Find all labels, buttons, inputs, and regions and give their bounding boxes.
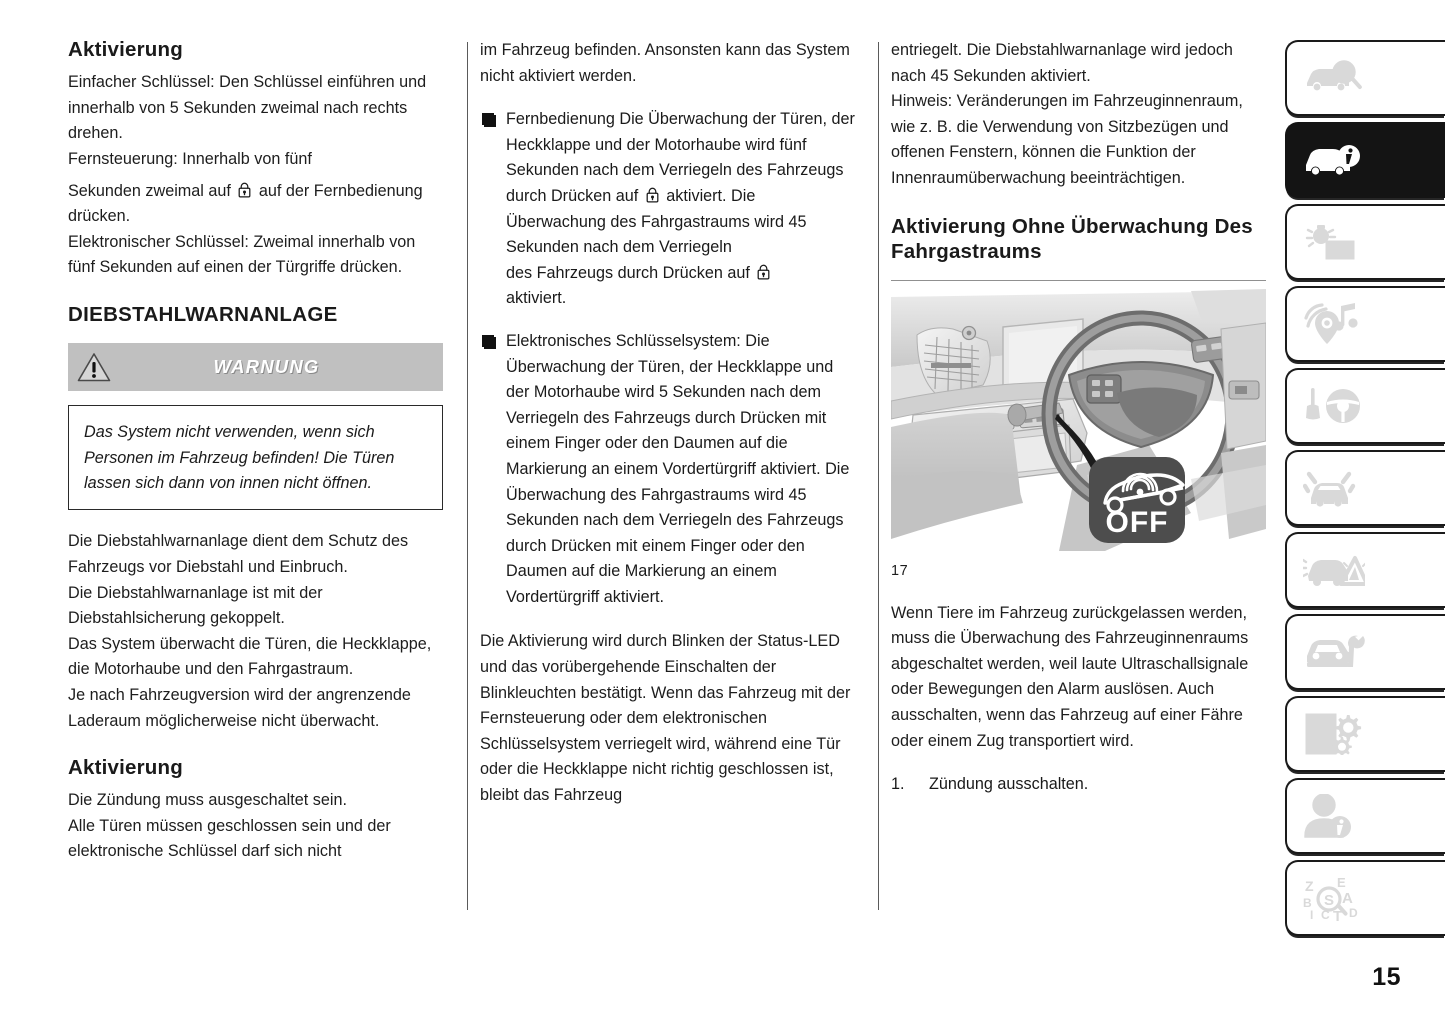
step-item-1 <box>891 772 1266 798</box>
sidebar-tab-car-breakdown-warning[interactable] <box>1285 532 1445 608</box>
svg-text:B: B <box>1303 896 1312 910</box>
paragraph-elektronischer-schluessel: Elektronischer Schlüssel: Zweimal innerhalb von fünf Sekunden auf einen der Türgriffe drücken. <box>68 232 416 277</box>
page-number: 15 <box>1372 963 1401 991</box>
car-info-icon <box>1303 140 1363 180</box>
svg-text:I: I <box>1310 908 1314 921</box>
fernbedienung-text-pre: Sekunden zweimal auf <box>68 181 231 200</box>
warning-text: Das System nicht verwenden, wenn sich Personen im Fahrzeug befinden! Die Türen lassen sich dann von innen nicht öffnen. <box>84 423 395 492</box>
square-bullet-icon <box>482 335 494 347</box>
sidebar-tab-person-info[interactable] <box>1285 778 1445 854</box>
fernbedienung-part-3-pre: des Fahrzeugs durch Drücken auf <box>506 263 750 282</box>
fernbedienung-part-2-pre: durch Drücken auf <box>506 186 639 205</box>
svg-text:Z: Z <box>1305 878 1314 894</box>
spec-list-gears-icon <box>1303 713 1363 755</box>
paragraph-zuendung: Die Zündung muss ausgeschaltet sein. <box>68 791 347 810</box>
svg-text:OFF: OFF <box>1105 505 1169 539</box>
column-2 <box>480 38 855 913</box>
paragraph-fernsteuerung: Fernsteuerung: Innerhalb von fünf <box>68 149 312 168</box>
fernbedienung-text-post: auf der Fernbedienung drücken. <box>68 181 423 226</box>
heading-aktivierung-ohne-ueberwachung: Aktivierung Ohne Überwachung Des Fahrgastraums <box>891 214 1253 263</box>
column-divider-2 <box>878 42 879 910</box>
paragraph-ueberwacht: Das System überwacht die Türen, die Heckklappe, die Motorhaube und den Fahrgastraum. <box>68 634 432 679</box>
steps-list <box>891 772 1266 798</box>
sidebar-tab-car-lane[interactable] <box>1285 450 1445 526</box>
list-item-fernbedienung <box>480 107 855 312</box>
paragraph-bestaetigung: Die Aktivierung wird durch Blinken der Status-LED und das vorübergehende Einschalten der Blinkleuchten bestätigt. Wenn das Fahrzeug mit der Fernsteuerung oder dem elektronischen Schlüsselsystem verriegelt wird, während eine Tür oder die Heckklappe nicht richtig geschlossen ist, bleibt das Fahrzeug <box>480 632 851 805</box>
heading-aktivierung-1: Aktivierung <box>68 38 183 61</box>
heading-aktivierung-2: Aktivierung <box>68 756 183 780</box>
figure-image <box>891 289 1266 551</box>
fernbedienung-part-1: Fernbedienung Die Überwachung der Türen, der Heckklappe und der Motorhaube wird fünf Sekunden nach dem Verriegeln des Fahrzeugs <box>506 110 855 180</box>
paragraph-laderaum: Je nach Fahrzeugversion wird der angrenzende Laderaum möglicherweise nicht überwacht. <box>68 685 411 730</box>
list-item-schluesselsystem <box>480 329 855 611</box>
lock-icon <box>646 187 659 203</box>
square-bullet-icon <box>482 113 494 125</box>
dashboard-figure <box>891 280 1266 579</box>
step-number: 1. <box>891 775 905 794</box>
paragraph-einfacher-schluessel: Einfacher Schlüssel: Den Schlüssel einführen und innerhalb von 5 Sekunden zweimal nach rechts drehen. <box>68 73 427 143</box>
car-lane-icon <box>1303 468 1363 508</box>
warning-block <box>68 343 443 510</box>
column-3 <box>891 38 1266 913</box>
column-1 <box>68 38 443 913</box>
gearshift-steering-wheel-icon <box>1303 386 1365 426</box>
paragraph-gekoppelt: Die Diebstahlwarnanlage ist mit der Diebstahlsicherung gekoppelt. <box>68 583 323 628</box>
paragraph-fernbedienung-lock <box>68 179 443 230</box>
warning-body <box>68 405 443 510</box>
schluesselsystem-text: Elektronisches Schlüsselsystem: Die Überwachung der Türen, der Heckklappe und der Motorhaube wird 5 Sekunden nach dem Verriegeln des Fahrzeugs durch Drücken mit einem Finger oder den Daumen auf die Markierung an einem Vordertürgriff aktiviert. Die Überwachung des Fahrgastraums wird 45 Sekunden nach dem Verriegeln des Fahrzeugs durch Drücken mit einem Finger oder den Daumen auf die Markierung an einem Vordertürgriff aktiviert. <box>506 331 850 606</box>
fernbedienung-part-2-post: aktiviert. Die Überwachung des Fahrgastraums wird 45 Sekunden nach dem Verriegeln <box>506 186 807 257</box>
figure-frame <box>891 280 1266 558</box>
sidebar-tab-car-wrench[interactable] <box>1285 614 1445 690</box>
paragraph-hinweis: Hinweis: Veränderungen im Fahrzeuginnenraum, wie z. B. die Verwendung von Sitzbezügen und offenen Fenstern, können die Funktion der Innenraumüberwachung beeinträchtigen. <box>891 92 1243 187</box>
sidebar-tab-spec-list-gears[interactable] <box>1285 696 1445 772</box>
svg-text:D: D <box>1349 906 1358 920</box>
media-location-icon <box>1303 302 1363 346</box>
section-tabs <box>1285 40 1445 942</box>
paragraph-tueren-geschlossen: Alle Türen müssen geschlossen sein und der elektronische Schlüssel darf sich nicht <box>68 816 391 861</box>
sidebar-tab-lamp-envelope[interactable] <box>1285 204 1445 280</box>
activation-methods-list <box>480 107 855 610</box>
paragraph-im-fahrzeug: im Fahrzeug befinden. Ansonsten kann das System nicht aktiviert werden. <box>480 41 850 85</box>
car-magnifier-icon <box>1303 58 1363 98</box>
svg-text:A: A <box>1342 890 1353 907</box>
sidebar-tab-car-magnifier[interactable] <box>1285 40 1445 116</box>
paragraph-entriegelt: entriegelt. Die Diebstahlwarnanlage wird jedoch nach 45 Sekunden aktiviert. <box>891 41 1233 85</box>
sidebar-tab-media-location[interactable] <box>1285 286 1445 362</box>
lock-icon <box>238 182 251 198</box>
car-breakdown-warning-icon <box>1303 550 1365 590</box>
sidebar-tab-alphabet-index[interactable] <box>1285 860 1445 936</box>
svg-text:T: T <box>1333 908 1343 921</box>
lock-icon <box>757 264 770 280</box>
svg-text:E: E <box>1337 875 1346 890</box>
step-text: Zündung ausschalten. <box>929 775 1089 794</box>
person-info-icon <box>1303 794 1359 838</box>
paragraph-tiere: Wenn Tiere im Fahrzeug zurückgelassen werden, muss die Überwachung des Fahrzeuginnenraums abgeschaltet werden, weil laute Ultraschallsignale oder Bewegungen den Alarm auslösen. Auch ausschalten, wenn das Fahrzeug auf einer Fähre oder einem Zug transportiert wird. <box>891 603 1249 750</box>
warning-triangle-icon <box>68 352 120 382</box>
paragraph-schutz: Die Diebstahlwarnanlage dient dem Schutz des Fahrzeugs vor Diebstahl und Einbruch. <box>68 532 409 576</box>
fernbedienung-part-3-post: aktiviert. <box>506 289 567 308</box>
svg-text:C: C <box>1321 908 1330 921</box>
heading-diebstahlwarnanlage: DIEBSTAHLWARNANLAGE <box>68 302 338 326</box>
figure-caption: 17 <box>891 562 909 579</box>
lamp-envelope-icon <box>1303 222 1363 262</box>
alphabet-index-magnifier-icon <box>1303 875 1363 921</box>
warning-title: WARNUNG <box>213 356 320 378</box>
column-divider-1 <box>467 42 468 910</box>
page-columns <box>68 38 1280 913</box>
sidebar-tab-car-info[interactable] <box>1285 122 1445 198</box>
sidebar-tab-gearshift-steering[interactable] <box>1285 368 1445 444</box>
car-wrench-icon <box>1303 632 1365 672</box>
warning-header <box>68 343 443 391</box>
svg-text:S: S <box>1323 892 1335 909</box>
